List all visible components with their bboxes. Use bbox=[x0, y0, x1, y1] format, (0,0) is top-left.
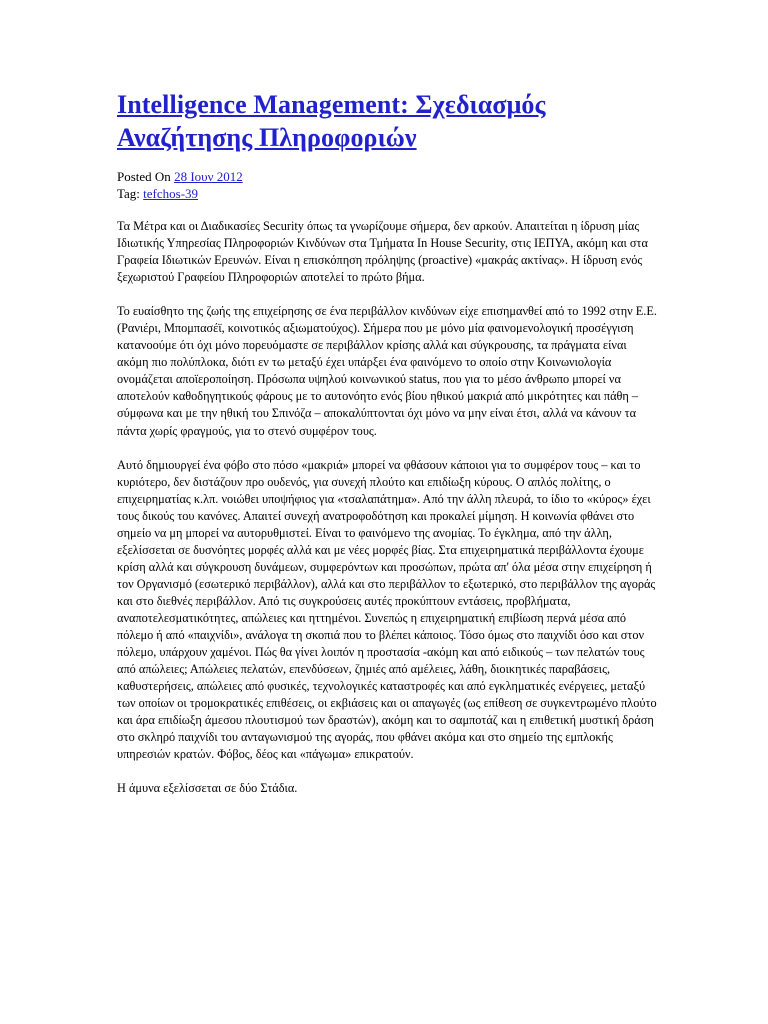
paragraph: Τα Μέτρα και οι Διαδικασίες Security όπως τα γνωρίζουμε σήμερα, δεν αρκούν. Απαιτείται η ίδρυση μίας Ιδιωτικής Υπηρεσίας Πληροφοριών Κινδύνων στα Τμήματα In House Security, στις ΙΕΠΥΑ, ακόμη και στα Γραφεία Ιδιωτικών Ερευνών. Είναι η επισκόπηση πρόληψης (proactive) «μακράς ακτίνας». Η ίδρυση ενός ξεχωριστού Γραφείου Πληροφοριών αποτελεί το πρώτο βήμα. bbox=[117, 219, 648, 285]
article-meta bbox=[117, 168, 657, 202]
paragraph: Αυτό δημιουργεί ένα φόβο στο πόσο «μακριά» μπορεί να φθάσουν κάποιοι για το συμφέρον τους – και το κυριότερο, δεν διστάζουν προ ουδενός, για συνεχή πλούτο και επιδίωξη κύρους. Ο απλός πολίτης, ο επιχειρηματίας κ.λπ. νοιώθει υποψήφιος για «τσαλαπάτημα». Από την άλλη πλευρά, το ίδιο το «κύρος» έχει τους δικούς του κανόνες. Απαιτεί συνεχή ανατροφοδότηση και προκαλεί μίμηση. Η κοινωνία φθάνει στο σημείο να μη μπορεί να αυτορυθμιστεί. Είναι το φαινόμενο της ανομίας. Το έγκλημα, από την άλλη, εξελίσσεται σε δυσνόητες μορφές αλλά και με νέες μορφές βίας. Στα επιχειρηματικά περιβάλλοντα έχουμε κρίση αλλά και σύγκρουση δυνάμεων, συμφερόντων και προσώπων, πρώτα απ' όλα μέσα στην επιχείρηση ή τον Οργανισμό (εσωτερικό περιβάλλον), αλλά και στο περιβάλλον το εξωτερικό, στο περιβάλλον της αγοράς και στο διεθνές περιβάλλον. Από τις συγκρούσεις αυτές προκύπτουν εντάσεις, προβλήματα, αναποτελεσματικότητες, απώλειες και ηττημένοι. Συνεπώς η επιχειρηματική επιβίωση περνά μέσα από πόλεμο ή από «παιχνίδι», ανάλογα τη σκοπιά που το βλέπει κάποιος. Τόσο όμως στο παιχνίδι όσο και στον πόλεμο, υπάρχουν χαμένοι. Πώς θα γίνει λοιπόν η προστασία -ακόμη και από ειδικούς – των πελατών τους από απώλειες; Απώλειες πελατών, επενδύσεων, ζημιές από αμέλειες, λάθη, διοικητικές παραβάσεις, καθυστερήσεις, απώλειες από φυσικές, τεχνολογικές καταστροφές και από εγκληματικές ενέργειες, μεταξύ των οποίων οι τρομοκρατικές επιθέσεις, οι εκβιάσεις και οι απαγωγές (ως επίθεση σε συγκεντρωμένο πλούτο και άρα επιδίωξη άμεσου πλουτισμού των δραστών), ακόμη και το σαμποτάζ και η επιθετική μυστική δράση στο σκληρό παιχνίδι του ανταγωνισμού της αγοράς, που φθάνει ακόμα και στο σημείο της εμπλοκής υπηρεσιών κρατών. Φόβος, δέος και «πάγωμα» επικρατούν. bbox=[117, 457, 657, 762]
tag-link[interactable]: tefchos-39 bbox=[143, 186, 199, 201]
posted-on-label: Posted On bbox=[117, 169, 171, 184]
article-body bbox=[117, 218, 657, 797]
posted-date-link[interactable]: 28 Ιουν 2012 bbox=[174, 169, 243, 184]
posted-on-line bbox=[117, 168, 657, 185]
tag-line bbox=[117, 185, 657, 202]
tag-label: Tag: bbox=[117, 186, 140, 201]
article bbox=[117, 88, 657, 814]
paragraph: Η άμυνα εξελίσσεται σε δύο Στάδια. bbox=[117, 781, 298, 796]
article-title-link[interactable]: Intelligence Management: Σχεδιασμός Αναζήτησης Πληροφοριών bbox=[117, 90, 546, 152]
paragraph: Το ευαίσθητο της ζωής της επιχείρησης σε ένα περιβάλλον κινδύνων είχε επισημανθεί από το 1992 στην Ε.Ε. (Ρανιέρι, Μπομπασέϊ, κοινοτικός αξιωματούχος). Σήμερα που με μόνο μία φαινομενολογική προσέγγιση κατανοούμε ότι όχι μόνο πορευόμαστε σε περιβάλλον κρίσης αλλά και σύγκρουσης, τα πράγματα είναι ακόμη πιο πολύπλοκα, διότι εν τω μεταξύ έχει υπάρξει ένα φαινόμενο το οποίο στην Κοινωνιολογία ονομάζεται αποϊεροποίηση. Πρόσωπα υψηλού κοινωνικού status, που για το μέσο άνθρωπο μπορεί να αποτελούν καθοδηγητικούς φάρους με το αυτονόητο ενός βίου ηθικού μακριά από μικρότητες και πάθη – σύμφωνα και με την ηθική του Σπινόζα – αποκαλύπτονται όχι μόνο να μην είναι έτσι, αλλά να κάνουν τα πάντα χωρίς φραγμούς, για το στενό συμφέρον τους. bbox=[117, 304, 657, 438]
